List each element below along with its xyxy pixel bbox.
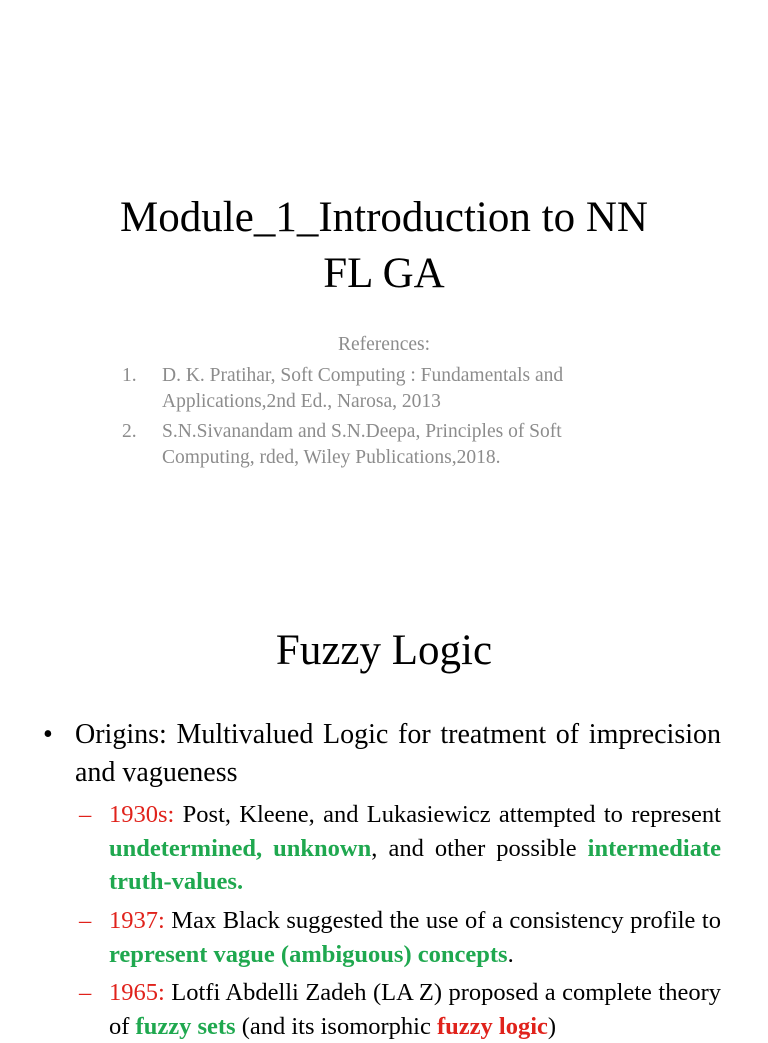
dash-icon: – <box>79 907 92 934</box>
highlight-text: represent vague (ambiguous) concepts <box>109 940 508 968</box>
references-block <box>0 333 768 468</box>
reference-number: 2. <box>122 421 137 442</box>
year-label: 1965: <box>109 979 165 1006</box>
sub-item-text: 1937: Max Black suggested the use of a consistency profile to represent vague (ambiguous) concepts. <box>109 907 721 968</box>
dash-icon: – <box>79 801 92 828</box>
slide-title: Fuzzy Logic <box>275 627 493 674</box>
fuzzy-logic-slide <box>0 576 768 1040</box>
bullet-icon: • <box>43 719 53 750</box>
reference-text: D. K. Pratihar, Soft Computing : Fundamentals and Applications,2nd Ed., Narosa, 2013 <box>162 365 564 412</box>
sub-item-text: 1930s: Post, Kleene, and Lukasiewicz attempted to represent undetermined, unknown, and other possible intermediate truth-values. <box>109 801 721 895</box>
highlight-text: fuzzy sets <box>135 1012 236 1040</box>
reference-number: 1. <box>122 365 137 386</box>
highlight-text: fuzzy logic <box>436 1012 548 1040</box>
sub-item-text: 1965: Lotfi Abdelli Zadeh (LA Z) proposed a complete theory of fuzzy sets (and its isomorphic fuzzy logic) <box>109 979 721 1040</box>
year-label: 1937: <box>109 907 165 934</box>
dash-icon: – <box>79 979 92 1006</box>
year-label: 1930s: <box>109 801 175 828</box>
reference-text: S.N.Sivanandam and S.N.Deepa, Principles of Soft Computing, rded, Wiley Publications,2018. <box>162 421 562 468</box>
highlight-text: intermediate truth-values. <box>109 834 721 895</box>
slide-title: Module_1_Introduction to NN FL GA <box>120 194 648 297</box>
bullet-text: Origins: Multivalued Logic for treatment of imprecision and vagueness <box>75 719 721 788</box>
references-heading: References: <box>337 334 431 355</box>
highlight-text: undetermined, unknown <box>109 834 372 862</box>
